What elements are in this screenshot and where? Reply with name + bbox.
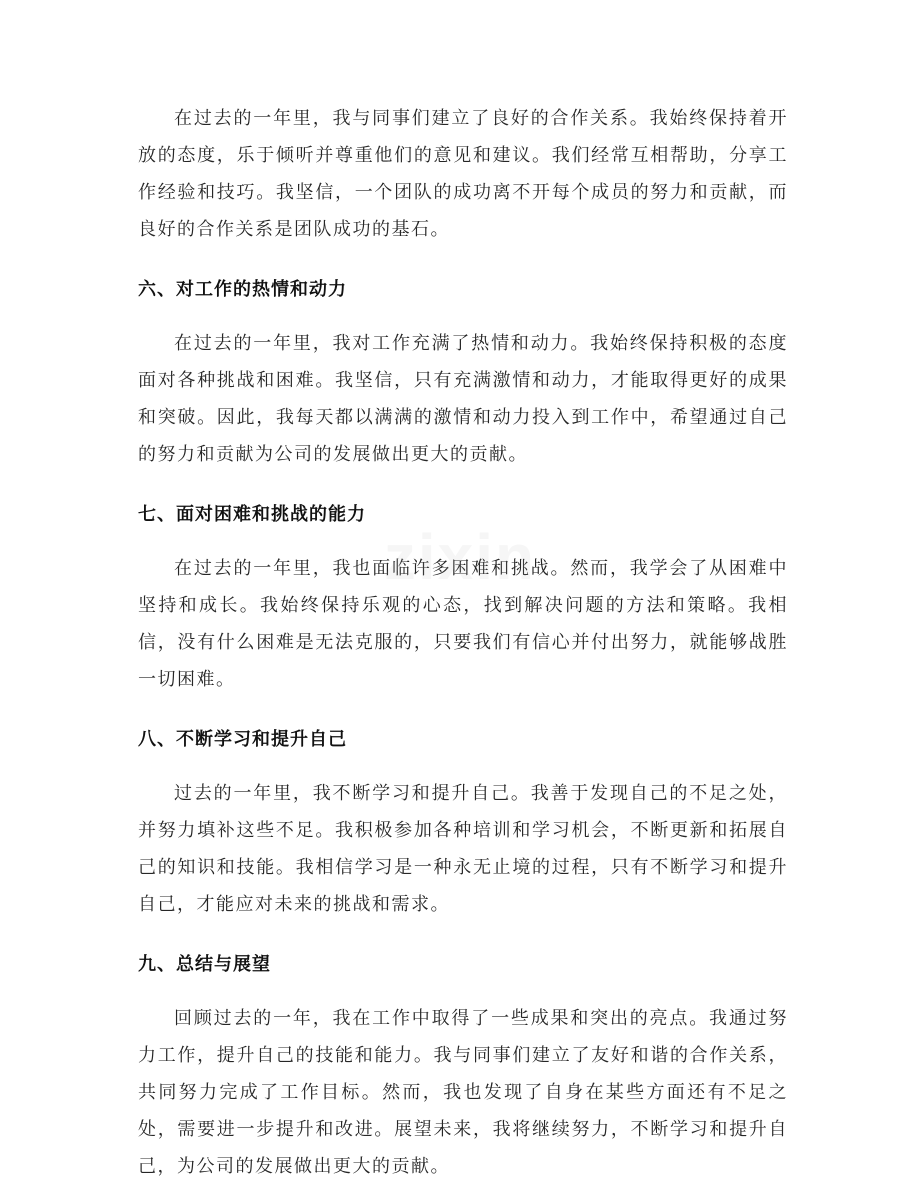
watermark-logo: zixin (383, 521, 537, 593)
section-heading-7: 七、面对困难和挑战的能力 (138, 504, 366, 525)
paragraph-learning: 过去的一年里，我不断学习和提升自己。我善于发现自己的不足之处，并努力填补这些不足。我积极参加各种培训和学习机会，不断更新和拓展自己的知识和技能。我相信学习是一种永无止境的过程，只有不断学习和提升自己，才能应对未来的挑战和需求。 (138, 783, 788, 915)
paragraph-passion: 在过去的一年里，我对工作充满了热情和动力。我始终保持积极的态度面对各种挑战和困难。我坚信，只有充满激情和动力，才能取得更好的成果和突破。因此，我每天都以满满的激情和动力投入到工作中，希望通过自己的努力和贡献为公司的发展做出更大的贡献。 (138, 333, 788, 465)
paragraph-summary: 回顾过去的一年，我在工作中取得了一些成果和突出的亮点。我通过努力工作，提升自己的技能和能力。我与同事们建立了友好和谐的合作关系，共同努力完成了工作目标。然而，我也发现了自身在某些方面还有不足之处，需要进一步提升和改进。展望未来，我将继续努力，不断学习和提升自己，为公司的发展做出更大的贡献。 (138, 1008, 788, 1177)
document-body (138, 100, 788, 1185)
section-heading-8: 八、不断学习和提升自己 (138, 729, 347, 750)
section-heading-9: 九、总结与展望 (138, 954, 271, 975)
paragraph-cooperation: 在过去的一年里，我与同事们建立了良好的合作关系。我始终保持着开放的态度，乐于倾听并尊重他们的意见和建议。我们经常互相帮助，分享工作经验和技巧。我坚信，一个团队的成功离不开每个成员的努力和贡献，而良好的合作关系是团队成功的基石。 (138, 108, 788, 240)
section-heading-6: 六、对工作的热情和动力 (138, 279, 347, 300)
paragraph-challenges: 在过去的一年里，我也面临许多困难和挑战。然而，我学会了从困难中坚持和成长。我始终保持乐观的心态，找到解决问题的方法和策略。我相信，没有什么困难是无法克服的，只要我们有信心并付出努力，就能够战胜一切困难。 (138, 558, 788, 690)
